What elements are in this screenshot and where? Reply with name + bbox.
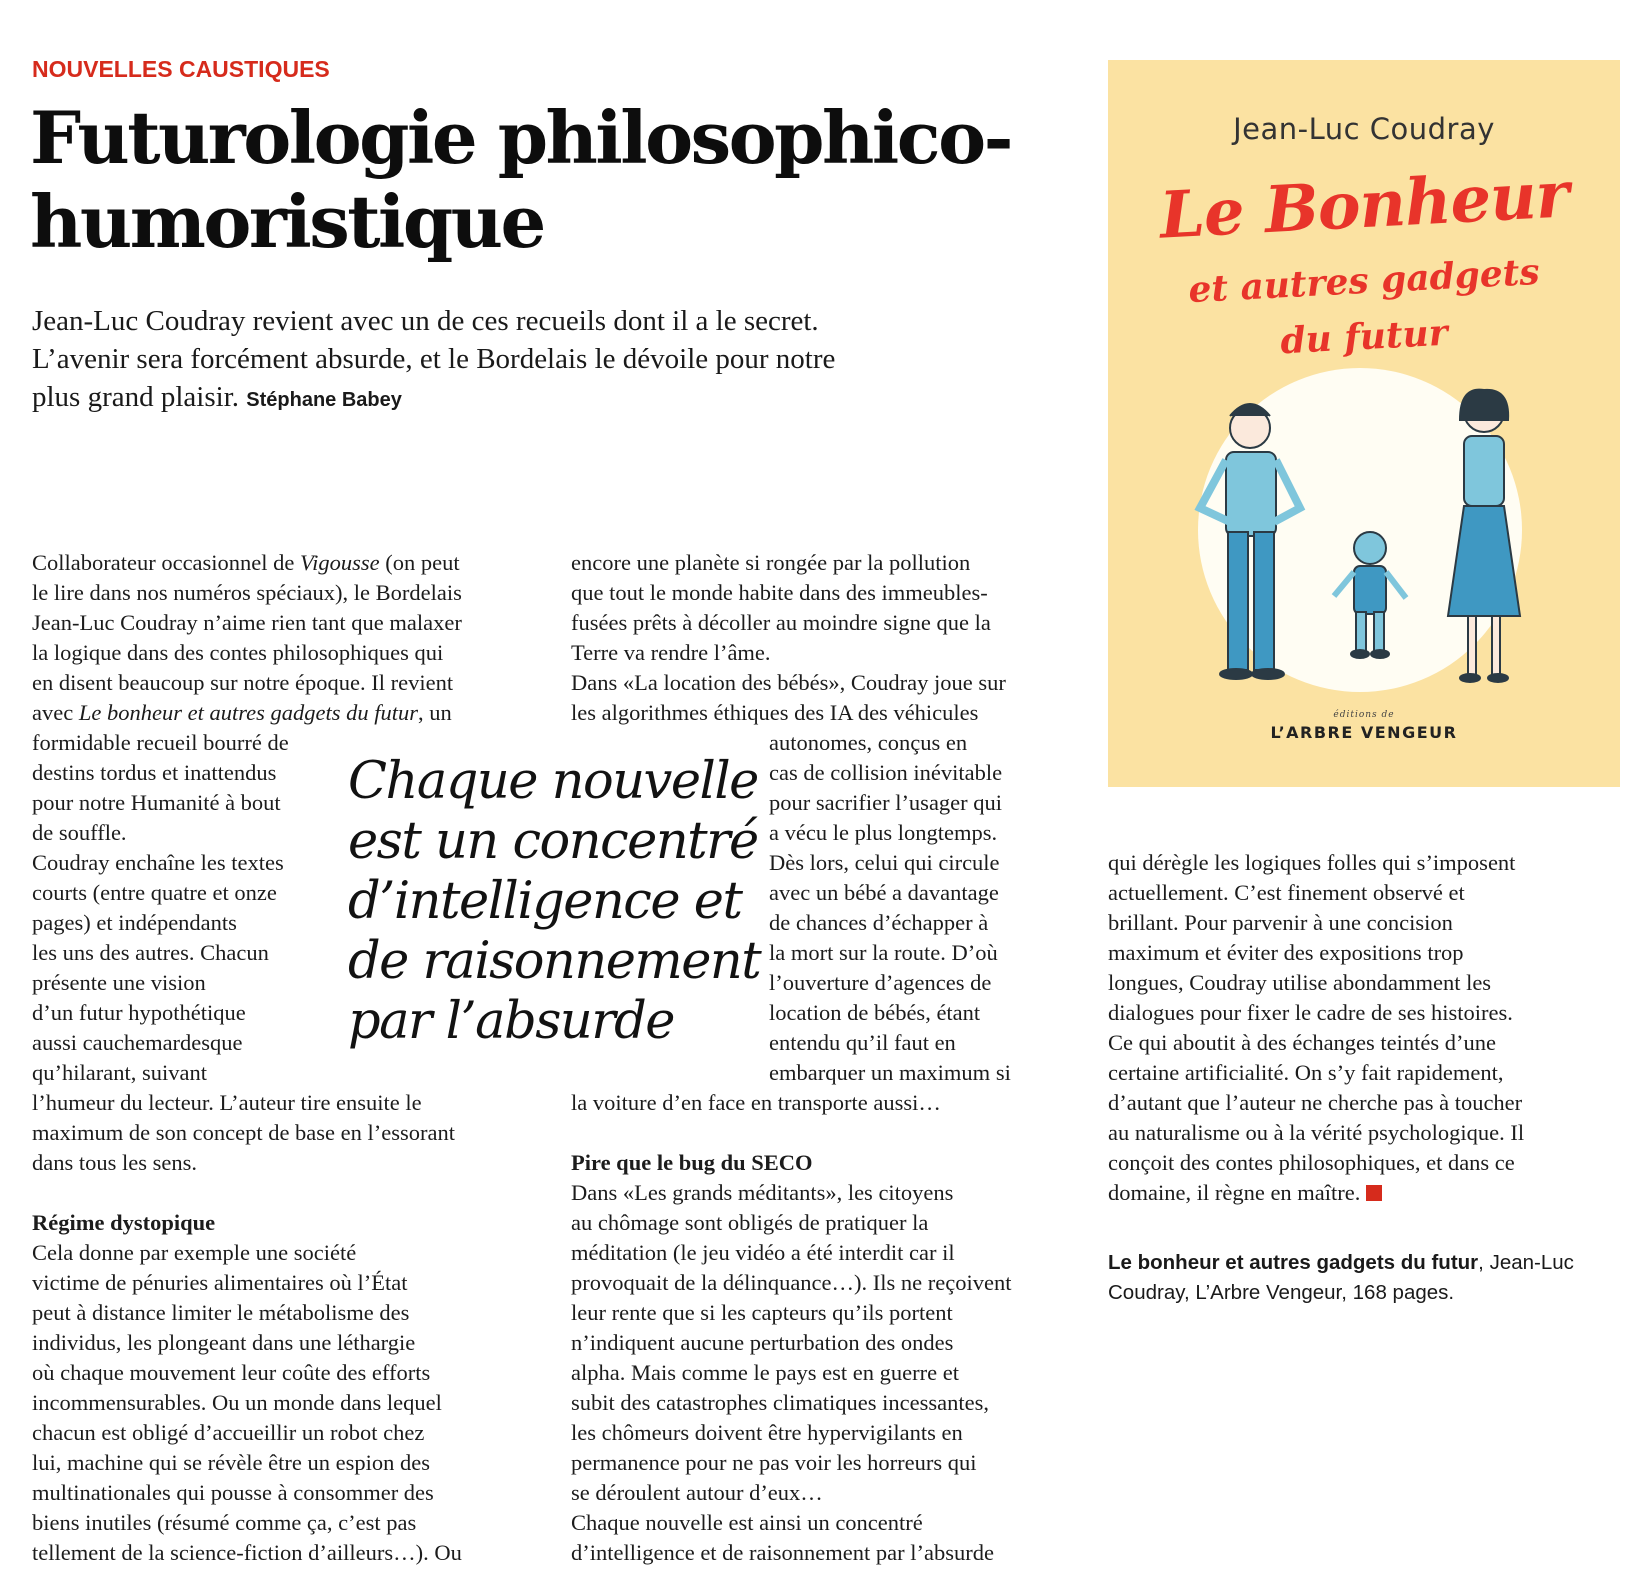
- body-line: la logique dans des contes philosophiques qui: [32, 640, 444, 665]
- body-line: la voiture d’en face en transporte aussi…: [571, 1090, 941, 1115]
- body-line: actuellement. C’est finement observé et: [1108, 880, 1465, 905]
- body-line: individus, les plongeant dans une léthargie: [32, 1330, 416, 1355]
- pull-quote-line: de raisonnement: [348, 932, 761, 991]
- body-line: d’autant que l’auteur ne cherche pas à toucher: [1108, 1090, 1523, 1115]
- body-line: Jean-Luc Coudray n’aime rien tant que malaxer: [32, 610, 462, 635]
- body-line: se déroulent autour d’eux…: [571, 1480, 823, 1505]
- body-line: la mort sur la route. D’où: [769, 940, 998, 965]
- body-line: qui dérègle les logiques folles qui s’imposent: [1108, 850, 1516, 875]
- body-line: d’intelligence et de raisonnement par l’absurde: [571, 1540, 994, 1565]
- body-line: a vécu le plus longtemps.: [769, 820, 998, 845]
- magazine-name: Vigousse: [300, 550, 380, 575]
- body-line: longues, Coudray utilise abondamment les: [1108, 970, 1492, 995]
- body-line: qu’hilarant, suivant: [32, 1060, 207, 1085]
- text: avec: [32, 700, 79, 725]
- lead-line: Jean-Luc Coudray revient avec un de ces recueils dont il a le secret.: [32, 305, 819, 337]
- body-line: formidable recueil bourré de: [32, 730, 289, 755]
- subheading: Pire que le bug du SECO: [571, 1150, 813, 1175]
- article-title: [30, 96, 1030, 264]
- body-line: Ce qui aboutit à des échanges teintés d’une: [1108, 1030, 1497, 1055]
- body-line: d’un futur hypothétique: [32, 1000, 246, 1025]
- body-line: Chaque nouvelle est ainsi un concentré: [571, 1510, 923, 1535]
- line-list: [32, 1238, 572, 1568]
- body-line: chacun est obligé d’accueillir un robot chez: [32, 1420, 425, 1445]
- line-list: [32, 578, 572, 698]
- body-line: au naturalisme ou à la vérité psychologique. Il: [1108, 1120, 1525, 1145]
- body-line: certaine artificialité. On s’y fait rapidement,: [1108, 1060, 1504, 1085]
- body-line: location de bébés, étant: [769, 1000, 981, 1025]
- body-line: lui, machine qui se révèle être un espion des: [32, 1450, 430, 1475]
- body-line: multinationales qui pousse à consommer des: [32, 1480, 434, 1505]
- body-line: le lire dans nos numéros spéciaux), le Bordelais: [32, 580, 462, 605]
- body-line: de souffle.: [32, 820, 127, 845]
- cover-title-line2: et autres gadgets: [1187, 250, 1541, 312]
- pull-quote-line: Chaque nouvelle: [348, 752, 758, 811]
- body-line: fusées prêts à décoller au moindre signe que la: [571, 610, 991, 635]
- body-line: subit des catastrophes climatiques incessantes,: [571, 1390, 990, 1415]
- body-line: courts (entre quatre et onze: [32, 880, 277, 905]
- body-line: maximum et éviter des expositions trop: [1108, 940, 1464, 965]
- pull-quote-line: par l’absurde: [348, 992, 674, 1051]
- body-line: en disent beaucoup sur notre époque. Il revient: [32, 670, 454, 695]
- body-line: l’humeur du lecteur. L’auteur tire ensuite le: [32, 1090, 422, 1115]
- body-line: destins tordus et inattendus: [32, 760, 277, 785]
- body-line: [32, 548, 572, 578]
- body-line: les uns des autres. Chacun: [32, 940, 269, 965]
- line-list: [1108, 848, 1628, 1178]
- line-list: [571, 1088, 1091, 1118]
- body-line: encore une planète si rongée par la pollution: [571, 550, 971, 575]
- body-line: n’indiquent aucune perturbation des ondes: [571, 1330, 954, 1355]
- body-line: Dès lors, celui qui circule: [769, 850, 1000, 875]
- body-line: l’ouverture d’agences de: [769, 970, 992, 995]
- end-mark-icon: [1366, 1185, 1382, 1201]
- body-line: Dans «Les grands méditants», les citoyens: [571, 1180, 954, 1205]
- pull-quote-line: d’intelligence et: [348, 872, 742, 931]
- credit-book-title: Le bonheur et autres gadgets du futur: [1108, 1251, 1479, 1274]
- cover-author: Jean-Luc Coudray: [1233, 112, 1495, 146]
- title-line: Futurologie philosophico-: [30, 95, 1011, 180]
- body-line: avec un bébé a davantage: [769, 880, 999, 905]
- book-title: Le bonheur et autres gadgets du futur: [78, 700, 418, 725]
- body-line: Terre va rendre l’âme.: [571, 640, 771, 665]
- credit-line: [1108, 1248, 1628, 1278]
- cover-editions-label: éditions de: [1333, 710, 1395, 720]
- body-line: où chaque mouvement leur coûte des efforts: [32, 1360, 431, 1385]
- article-lead: [32, 302, 992, 419]
- body-line: que tout le monde habite dans des immeubles-: [571, 580, 988, 605]
- body-line: [32, 698, 572, 728]
- text: (on peut: [379, 550, 460, 575]
- body-column-2: [571, 548, 1091, 1568]
- body-line: alpha. Mais comme le pays est en guerre et: [571, 1360, 959, 1385]
- byline: Stéphane Babey: [246, 389, 402, 411]
- body-line: provoquait de la délinquance…). Ils ne reçoivent: [571, 1270, 1012, 1295]
- body-line: les chômeurs doivent être hypervigilants en: [571, 1420, 963, 1445]
- body-line: de chances d’échapper à: [769, 910, 989, 935]
- body-line: pour sacrifier l’usager qui: [769, 790, 1003, 815]
- line-list: [571, 1178, 1091, 1568]
- body-line: dialogues pour fixer le cadre de ses histoires.: [1108, 1000, 1513, 1025]
- text: domaine, il règne en maître.: [1108, 1180, 1361, 1205]
- body-line-last: [1108, 1178, 1628, 1208]
- body-column-1: [32, 548, 572, 1568]
- body-line: autonomes, conçus en: [769, 730, 968, 755]
- spacer: [571, 1118, 1091, 1148]
- cover-publisher: L’ARBRE VENGEUR: [1270, 723, 1458, 742]
- body-line: pour notre Humanité à bout: [32, 790, 281, 815]
- body-line: au chômage sont obligés de pratiquer la: [571, 1210, 929, 1235]
- body-line: présente une vision: [32, 970, 206, 995]
- body-line: incommensurables. Ou un monde dans lequel: [32, 1390, 442, 1415]
- body-line: les algorithmes éthiques des IA des véhicules: [571, 700, 979, 725]
- body-line: tellement de la science-fiction d’ailleurs…). Ou: [32, 1540, 462, 1565]
- body-line: brillant. Pour parvenir à une concision: [1108, 910, 1453, 935]
- body-line: pages) et indépendants: [32, 910, 237, 935]
- book-credit: [1108, 1248, 1628, 1308]
- body-line: maximum de son concept de base en l’essorant: [32, 1120, 455, 1145]
- body-line: Dans «La location des bébés», Coudray joue sur: [571, 670, 1006, 695]
- cover-title-main: Le Bonheur: [1157, 157, 1571, 254]
- text: Collaborateur occasionnel de: [32, 550, 301, 575]
- book-cover: [1108, 60, 1620, 787]
- cover-title-line3: du futur: [1279, 311, 1449, 363]
- lead-text: plus grand plaisir.: [32, 381, 240, 413]
- text: , un: [418, 700, 452, 725]
- body-line: victime de pénuries alimentaires où l’État: [32, 1270, 408, 1295]
- body-line: entendu qu’il faut en: [769, 1030, 956, 1055]
- subheading: Régime dystopique: [32, 1210, 216, 1235]
- body-line: cas de collision inévitable: [769, 760, 1003, 785]
- spacer: [32, 1178, 572, 1208]
- body-line: leur rente que si les capteurs qu’ils portent: [571, 1300, 953, 1325]
- pull-quote: [348, 752, 768, 1052]
- line-list: [571, 548, 1091, 728]
- body-line: Coudray enchaîne les textes: [32, 850, 284, 875]
- body-column-3: [1108, 848, 1628, 1208]
- body-line: dans tous les sens.: [32, 1150, 197, 1175]
- body-line: Cela donne par exemple une société: [32, 1240, 357, 1265]
- lead-line: L’avenir sera forcément absurde, et le Bordelais le dévoile pour notre: [32, 343, 836, 375]
- title-line: humoristique: [30, 179, 544, 264]
- body-line: conçoit des contes philosophiques, et dans ce: [1108, 1150, 1515, 1175]
- body-line: peut à distance limiter le métabolisme des: [32, 1300, 410, 1325]
- body-line: méditation (le jeu vidéo a été interdit car il: [571, 1240, 955, 1265]
- body-line: embarquer un maximum si: [769, 1060, 1011, 1085]
- lead-line-last: [32, 378, 992, 419]
- body-line: biens inutiles (résumé comme ça, c’est pas: [32, 1510, 417, 1535]
- credit-line: Coudray, L’Arbre Vengeur, 168 pages.: [1108, 1281, 1455, 1304]
- body-line: permanence pour ne pas voir les horreurs qui: [571, 1450, 977, 1475]
- section-rubric: NOUVELLES CAUSTIQUES: [32, 56, 330, 82]
- pull-quote-line: est un concentré: [348, 812, 758, 871]
- body-line: aussi cauchemardesque: [32, 1030, 243, 1055]
- text: , Jean-Luc: [1478, 1251, 1574, 1274]
